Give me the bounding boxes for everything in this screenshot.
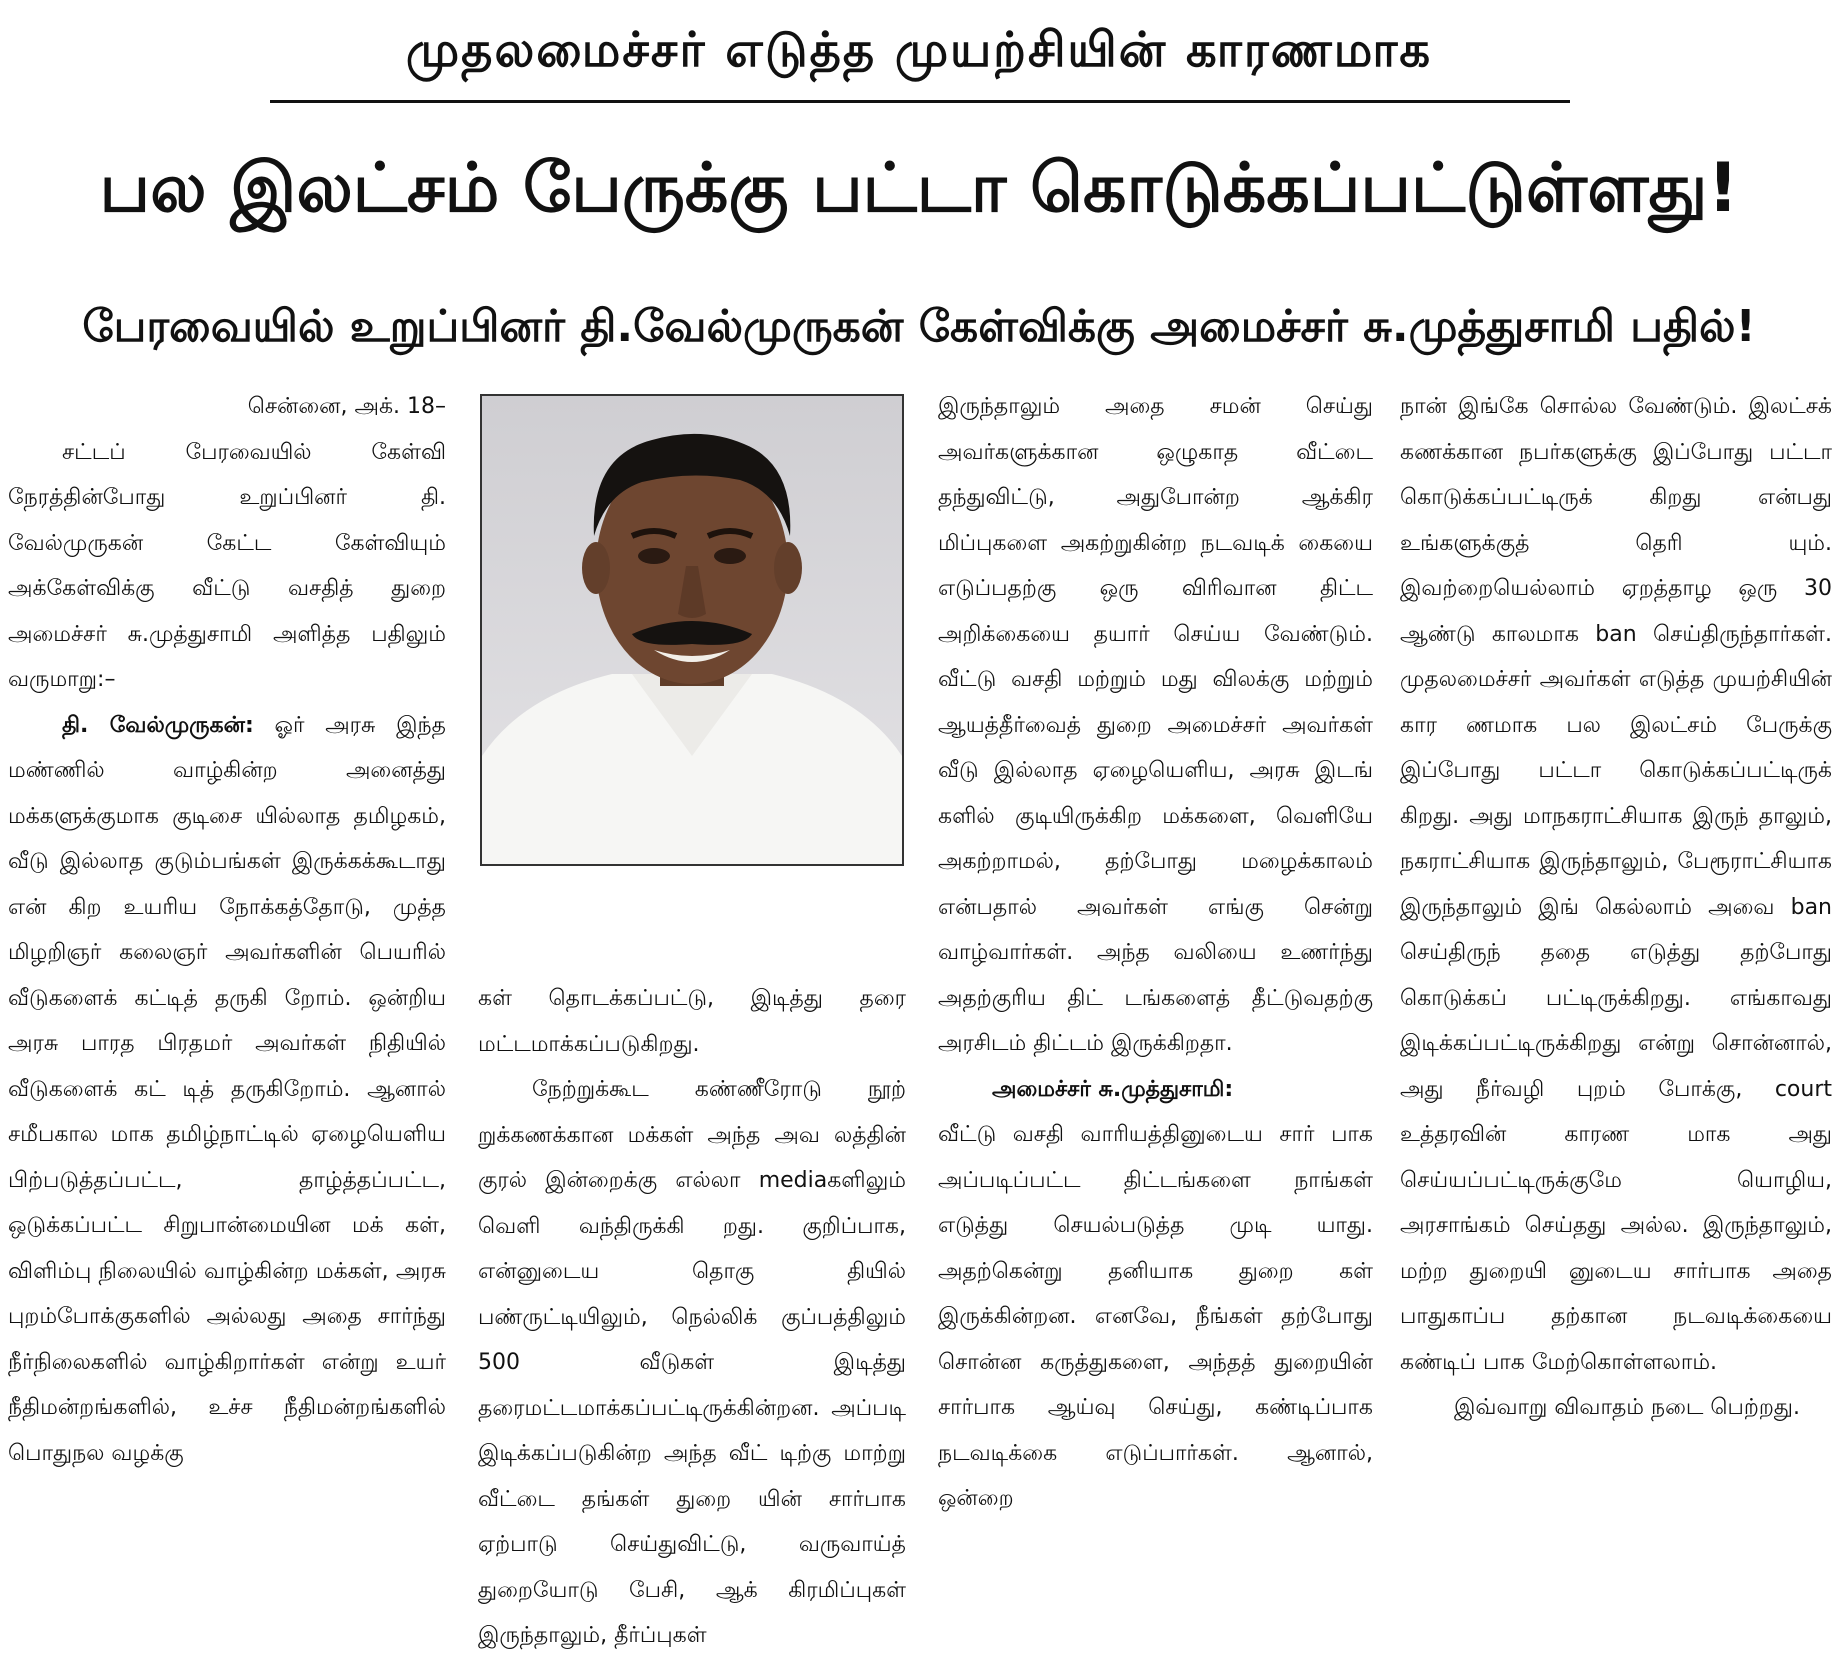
left-eye	[638, 548, 670, 564]
paragraph	[8, 703, 446, 1477]
article-column-4	[1400, 384, 1832, 1554]
paragraph: கள் தொடக்கப்பட்டு, இடித்து தரை மட்டமாக்கப்படுகிறது.	[478, 986, 906, 1057]
right-eye	[714, 548, 746, 564]
portrait-illustration	[482, 396, 902, 864]
paragraph: இவ்வாறு விவாதம் நடை பெற்றது.	[1454, 1395, 1800, 1420]
paragraph: நான் இங்கே சொல்ல வேண்டும். இலட்சக் கணக்கான நபர்களுக்கு இப்போது பட்டா கொடுக்கப்பட்டிருக் கிறது என்பது உங்களுக்குத் தெரி யும். இவற்றையெல்லாம் ஏறத்தாழ ஒரு 30 ஆண்டு காலமாக ban செய்திருந்தார்கள். முதலமைச்சர் அவர்கள் எடுத்த முயற்சியின் கார ணமாக பல இலட்சம் பேருக்கு இப்போது பட்டா கொடுக்கப்பட்டிருக் கிறது. அது மாநகராட்சியாக இருந் தாலும், நகராட்சியாக இருந்தாலும், பேரூராட்சியாக இருந்தாலும் இங் கெல்லாம் அவை ban செய்திருந் ததை எடுத்து தற்போது கொடுக்கப் பட்டிருக்கிறது. எங்காவது இடிக்கப்பட்டிருக்கிறது என்று சொன்னால், அது நீர்வழி புறம் போக்கு, court உத்தரவின் காரண மாக அது செய்யப்பட்டிருக்குமே யொழிய, அரசாங்கம் செய்தது அல்ல. இருந்தாலும், மற்ற துறையி னுடைய சார்பாக அதை பாதுகாப்ப தற்கான நடவடிக்கையை கண்டிப் பாக மேற்கொள்ளலாம்.	[1400, 394, 1832, 1375]
right-ear	[774, 542, 802, 594]
speaker-name: அமைச்சர் சு.முத்துசாமி:	[992, 1076, 1234, 1102]
paragraph: சட்டப் பேரவையில் கேள்வி நேரத்தின்போது உறுப்பினர் தி. வேல்முருகன் கேட்ட கேள்வியும் அக்கேள்விக்கு வீட்டு வசதித் துறை அமைச்சர் சு.முத்துசாமி அளித்த பதிலும் வருமாறு:–	[8, 439, 446, 692]
article-column-2	[478, 976, 906, 1648]
main-headline: பல இலட்சம் பேருக்கு பட்டா கொடுக்கப்பட்டுள்ளது!	[99, 149, 1739, 228]
speaker-name: தி. வேல்முருகன்:	[62, 712, 254, 738]
paragraph-text: ஓர் அரசு இந்த மண்ணில் வாழ்கின்ற அனைத்து மக்களுக்குமாக குடிசை யில்லாத தமிழகம், வீடு இல்லாத குடும்பங்கள் இருக்கக்கூடாது என் கிற உயரிய நோக்கத்தோடு, முத்த மிழறிஞர் கலைஞர் அவர்களின் பெயரில் வீடுகளைக் கட்டித் தருகி றோம். ஒன்றிய அரசு பாரத பிரதமர் அவர்கள் நிதியில் வீடுகளைக் கட் டித் தருகிறோம். ஆனால் சமீபகால மாக தமிழ்நாட்டில் ஏழையெளிய பிற்படுத்தப்பட்ட, தாழ்த்தப்பட்ட, ஒடுக்கப்பட்ட சிறுபான்மையின மக் கள், விளிம்பு நிலையில் வாழ்கின்ற மக்கள், அரசு புறம்போக்குகளில் அல்லது அதை சார்ந்து நீர்நிலைகளில் வாழ்கிறார்கள் என்று உயர் நீதிமன்றங்களில், உச்ச நீதிமன்றங்களில் பொதுநல வழக்கு	[8, 712, 446, 1466]
portrait-photo	[480, 394, 904, 866]
paragraph: நேற்றுக்கூட கண்ணீரோடு நூற் றுக்கணக்கான மக்கள் அந்த அவ லத்தின் குரல் இன்றைக்கு எல்லா mediaகளிலும் வெளி வந்திருக்கி றது. குறிப்பாக, என்னுடைய தொகு தியில் பண்ருட்டியிலும், நெல்லிக் குப்பத்திலும் 500 வீடுகள் இடித்து தரைமட்டமாக்கப்பட்டிருக்கின்றன. அப்படி இடிக்கப்படுகின்ற அந்த வீட் டிற்கு மாற்று வீட்டை தங்கள் துறை யின் சார்பாக ஏற்பாடு செய்துவிட்டு, வருவாய்த் துறையோடு பேசி, ஆக் கிரமிப்புகள் இருந்தாலும், தீர்ப்புகள்	[478, 1077, 906, 1648]
kicker-headline: முதலமைச்சர் எடுத்த முயற்சியின் காரணமாக	[405, 22, 1433, 78]
sub-headline: பேரவையில் உறுப்பினர் தி.வேல்முருகன் கேள்விக்கு அமைச்சர் சு.முத்துசாமி பதில்!	[82, 301, 1756, 352]
kicker-underline	[270, 100, 1570, 103]
article-column-3	[938, 384, 1373, 1554]
dateline: சென்னை, அக். 18–	[247, 394, 446, 419]
article-column-1	[8, 384, 446, 1554]
paragraph: இருந்தாலும் அதை சமன் செய்து அவர்களுக்கான ஒழுகாத வீட்டை தந்துவிட்டு, அதுபோன்ற ஆக்கிர மிப்புகளை அகற்றுகின்ற நடவடிக் கையை எடுப்பதற்கு ஒரு விரிவான திட்ட அறிக்கையை தயார் செய்ய வேண்டும். வீட்டு வசதி மற்றும் மது விலக்கு மற்றும் ஆயத்தீர்வைத் துறை அமைச்சர் அவர்கள் வீடு இல்லாத ஏழையெளிய, அரசு இடங் களில் குடியிருக்கிற மக்களை, வெளியே அகற்றாமல், தற்போது மழைக்காலம் என்பதால் அவர்கள் எங்கு சென்று வாழ்வார்கள். அந்த வலியை உணர்ந்து அதற்குரிய திட் டங்களைத் தீட்டுவதற்கு அரசிடம் திட்டம் இருக்கிறதா.	[938, 394, 1373, 1056]
paragraph: வீட்டு வசதி வாரியத்தினுடைய சார் பாக அப்படிப்பட்ட திட்டங்களை நாங்கள் எடுத்து செயல்படுத்த முடி யாது. அதற்கென்று தனியாக துறை கள் இருக்கின்றன. எனவே, நீங்கள் தற்போது சொன்ன கருத்துகளை, அந்தத் துறையின் சார்பாக ஆய்வு செய்து, கண்டிப்பாக நடவடிக்கை எடுப்பார்கள். ஆனால், ஒன்றை	[938, 1122, 1373, 1511]
left-ear	[582, 542, 610, 594]
